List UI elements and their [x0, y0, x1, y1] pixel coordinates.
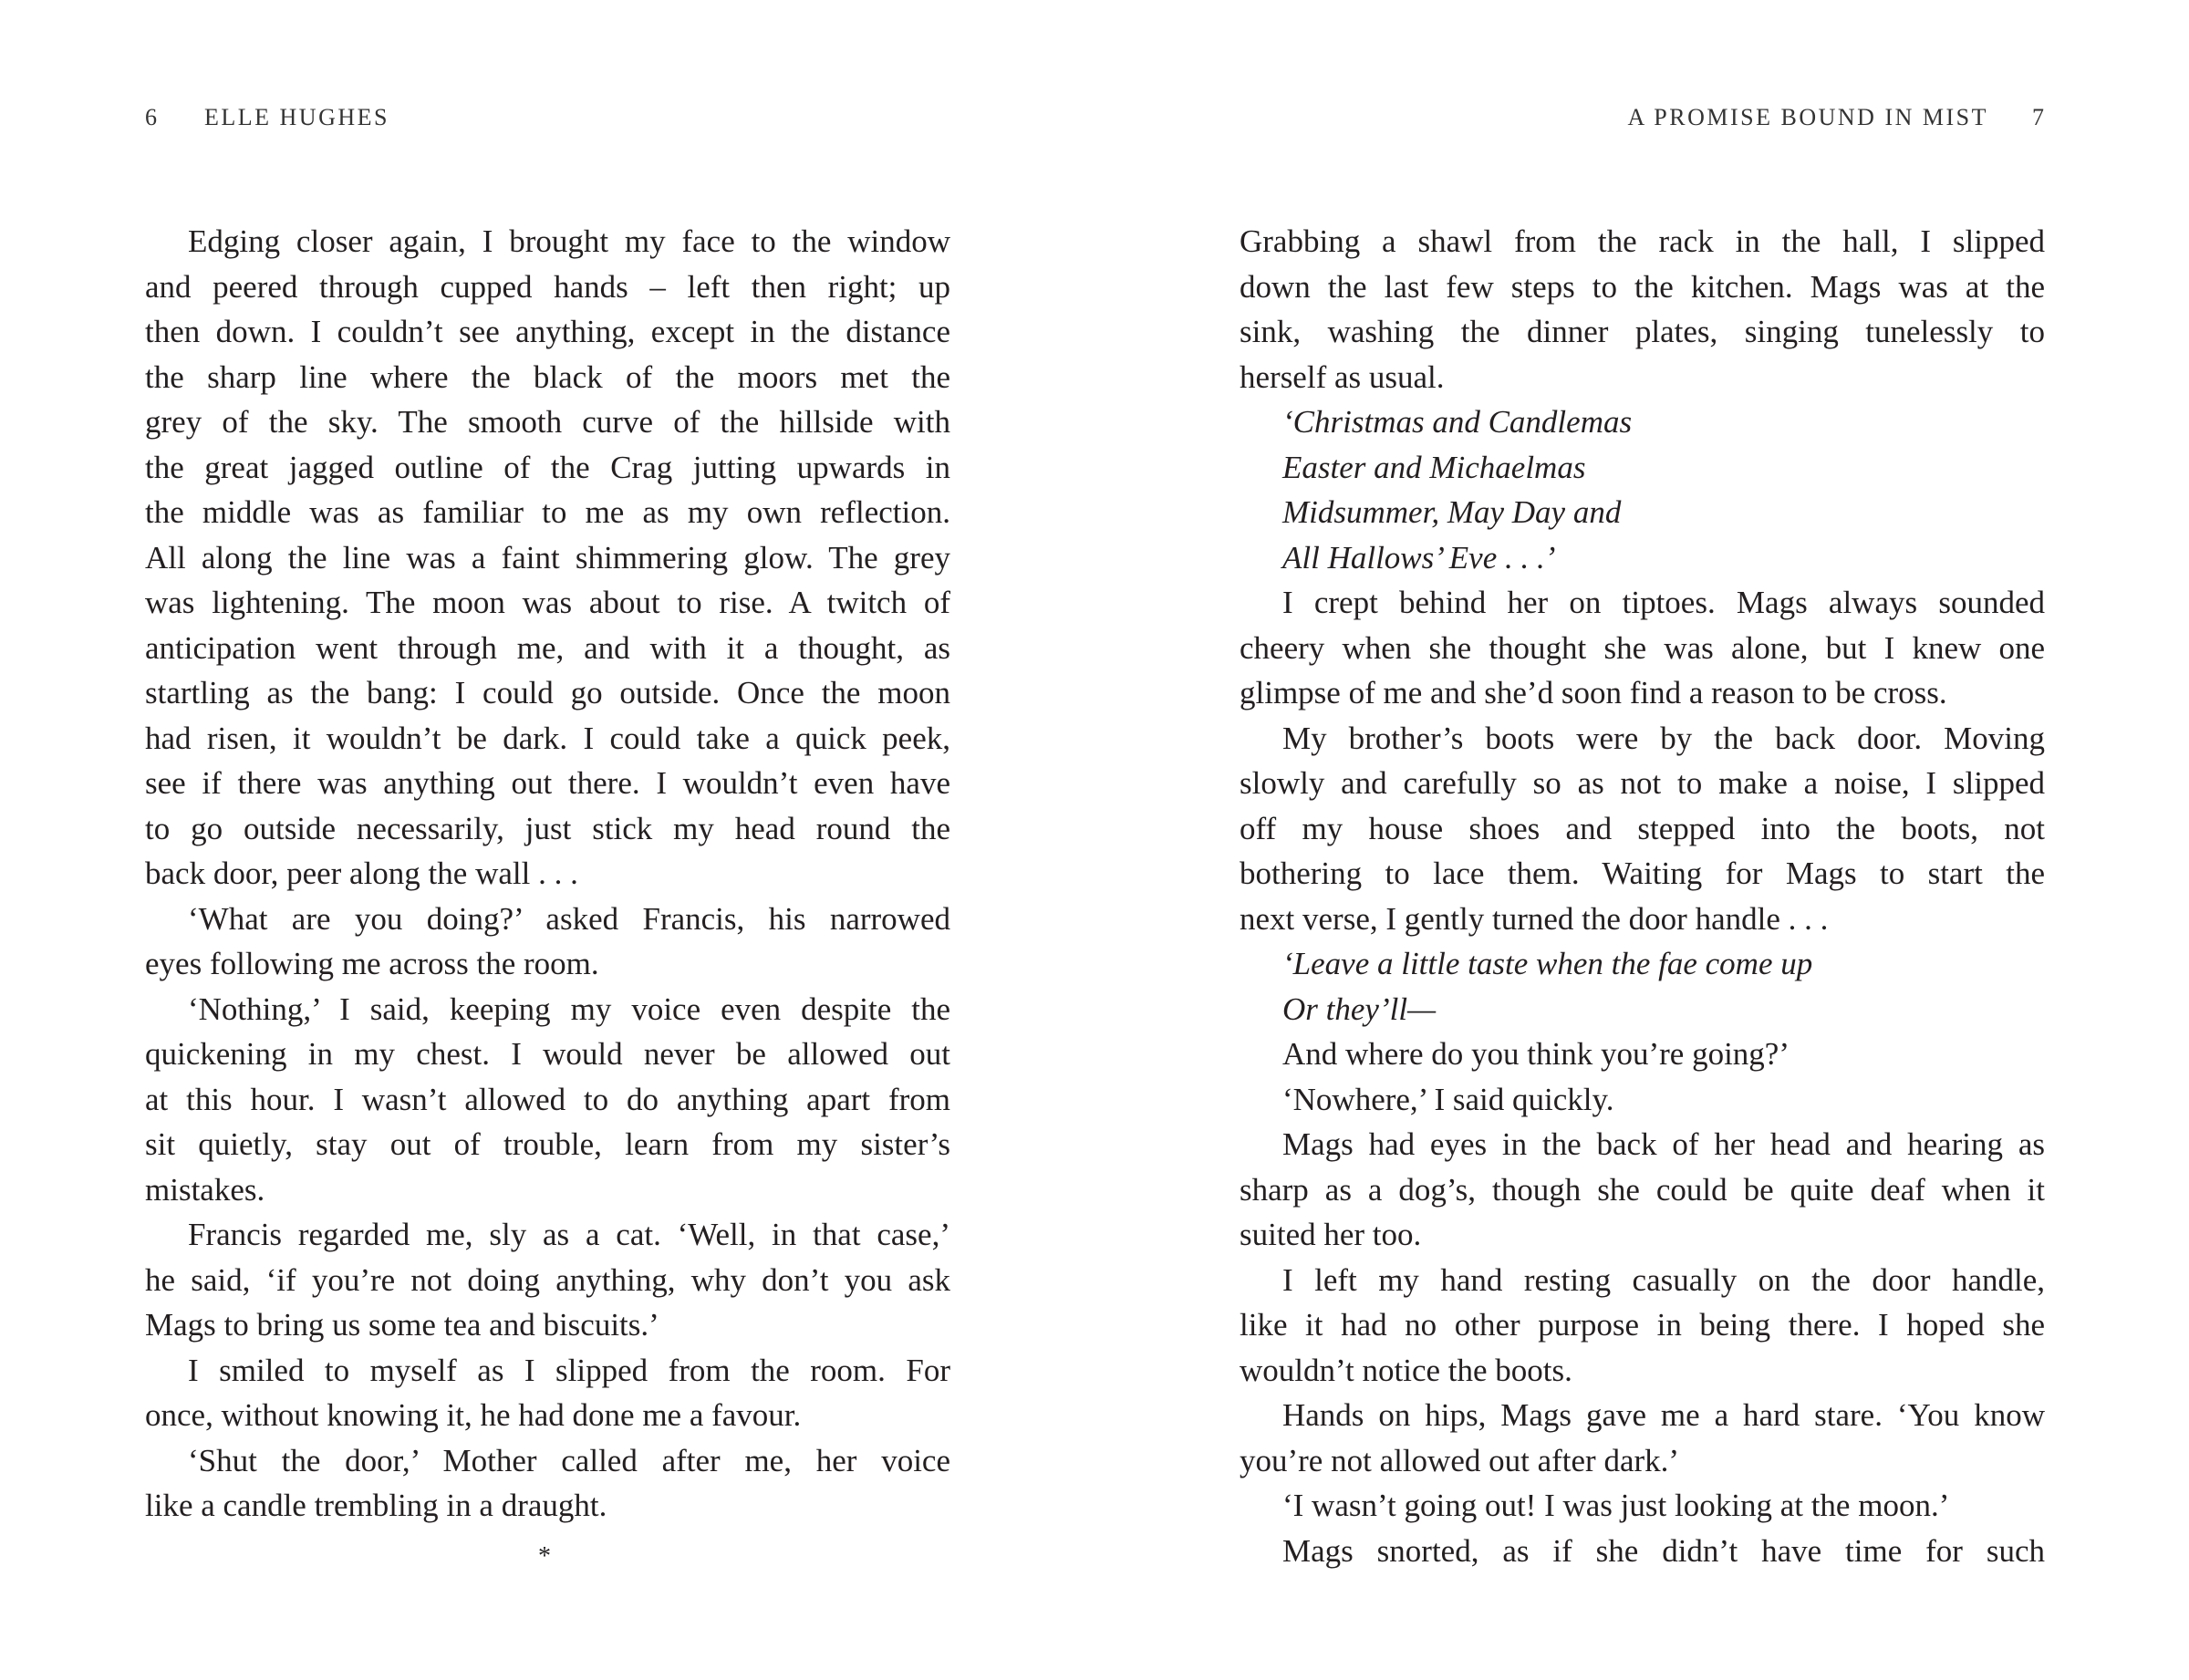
text-line: like it had no other purpose in being there. I hoped she [1240, 1307, 2045, 1343]
text-line: I crept behind her on tiptoes. Mags always sounded [1282, 585, 2045, 620]
text-line: like a candle trembling in a draught. [145, 1488, 607, 1523]
text-line: at this hour. I wasn’t allowed to do anything apart from [145, 1081, 950, 1117]
text-line: Edging closer again, I brought my face to the window [188, 223, 950, 259]
left-running-head: ELLE HUGHES [204, 104, 389, 130]
text-line: Mags to bring us some tea and biscuits.’ [145, 1307, 659, 1343]
text-line: you’re not allowed out after dark.’ [1240, 1442, 1680, 1478]
text-line: Easter and Michaelmas [1282, 449, 1586, 485]
text-line: the middle was as familiar to me as my own reflection. [145, 494, 950, 530]
text-line: Or they’ll— [1282, 990, 1437, 1027]
text-line: wouldn’t notice the boots. [1240, 1352, 1572, 1388]
right-page-number: 7 [2032, 104, 2047, 130]
text-line: ‘What are you doing?’ asked Francis, his narrowed [188, 900, 950, 937]
text-line: Francis regarded me, sly as a cat. ‘Well, in that case,’ [188, 1217, 950, 1252]
text-line: next verse, I gently turned the door handle . . . [1240, 900, 1829, 937]
text-line: My brother’s boots were by the back door. Moving [1282, 720, 2045, 756]
text-line: ‘I wasn’t going out! I was just looking at the moon.’ [1282, 1488, 1950, 1523]
left-page-number: 6 [145, 104, 160, 130]
text-line: mistakes. [145, 1171, 265, 1208]
text-line: he said, ‘if you’re not doing anything, why don’t you ask [145, 1261, 950, 1298]
text-line: see if there was anything out there. I wouldn’t even have [145, 765, 950, 801]
text-line: suited her too. [1240, 1217, 1422, 1252]
text-line: quickening in my chest. I would never be allowed out [145, 1036, 950, 1072]
text-line: sit quietly, stay out of trouble, learn from my sister’s [145, 1126, 950, 1162]
text-line: sink, washing the dinner plates, singing tunelessly to [1240, 314, 2045, 349]
text-line: then down. I couldn’t see anything, except in the distance [145, 314, 950, 349]
text-line: cheery when she thought she was alone, but I knew one [1240, 629, 2045, 666]
text-line: sharp as a dog’s, though she could be quite deaf when it [1240, 1171, 2045, 1208]
text-line: Grabbing a shawl from the rack in the hall, I slipped [1240, 223, 2045, 259]
text-line: to go outside necessarily, just stick my head round the [145, 810, 950, 846]
text-line: bothering to lace them. Waiting for Mags to start the [1240, 856, 2045, 891]
right-running-head: A PROMISE BOUND IN MIST [1627, 104, 1988, 130]
text-line: All Hallows’ Eve . . .’ [1282, 539, 1556, 576]
text-line: ‘Shut the door,’ Mother called after me, her voice [188, 1442, 950, 1478]
left-page-body [145, 219, 950, 1529]
right-page-body [1240, 219, 2045, 1573]
text-line: ‘Nothing,’ I said, keeping my voice even despite the [188, 990, 950, 1027]
text-line: the great jagged outline of the Crag jutting upwards in [145, 449, 950, 485]
text-line: the sharp line where the black of the moors met the [145, 358, 950, 395]
text-line: ‘Christmas and Candlemas [1282, 404, 1633, 440]
text-line: off my house shoes and stepped into the boots, not [1240, 810, 2045, 846]
text-line: and peered through cupped hands – left then right; up [145, 268, 950, 305]
text-line: back door, peer along the wall . . . [145, 856, 578, 891]
text-line: Mags had eyes in the back of her head and hearing as [1282, 1126, 2045, 1162]
text-line: All along the line was a faint shimmering glow. The grey [145, 539, 950, 576]
text-line: anticipation went through me, and with it a thought, as [145, 629, 950, 666]
text-line: startling as the bang: I could go outside. Once the moon [145, 675, 950, 710]
text-line: had risen, it wouldn’t be dark. I could take a quick peek, [145, 720, 950, 756]
text-line: Midsummer, May Day and [1282, 494, 1622, 530]
text-line: slowly and carefully so as not to make a noise, I slipped [1240, 765, 2045, 801]
text-line: eyes following me across the room. [145, 946, 599, 981]
text-line: Mags snorted, as if she didn’t have time for such [1282, 1532, 2045, 1569]
text-line: And where do you think you’re going?’ [1282, 1036, 1790, 1072]
text-line: I smiled to myself as I slipped from the room. For [188, 1352, 950, 1388]
text-line: herself as usual. [1240, 358, 1445, 395]
text-line: grey of the sky. The smooth curve of the hillside with [145, 404, 950, 440]
text-line: I left my hand resting casually on the door handle, [1282, 1261, 2045, 1298]
text-line: Hands on hips, Mags gave me a hard stare. ‘You know [1282, 1397, 2045, 1433]
text-line: glimpse of me and she’d soon find a reason to be cross. [1240, 675, 1947, 710]
text-line: once, without knowing it, he had done me a favour. [145, 1397, 802, 1433]
text-line: down the last few steps to the kitchen. Mags was at the [1240, 268, 2045, 305]
section-break: * [538, 1542, 551, 1571]
text-line: ‘Leave a little taste when the fae come up [1282, 946, 1813, 981]
text-line: was lightening. The moon was about to rise. A twitch of [145, 585, 950, 620]
text-line: ‘Nowhere,’ I said quickly. [1282, 1081, 1614, 1117]
